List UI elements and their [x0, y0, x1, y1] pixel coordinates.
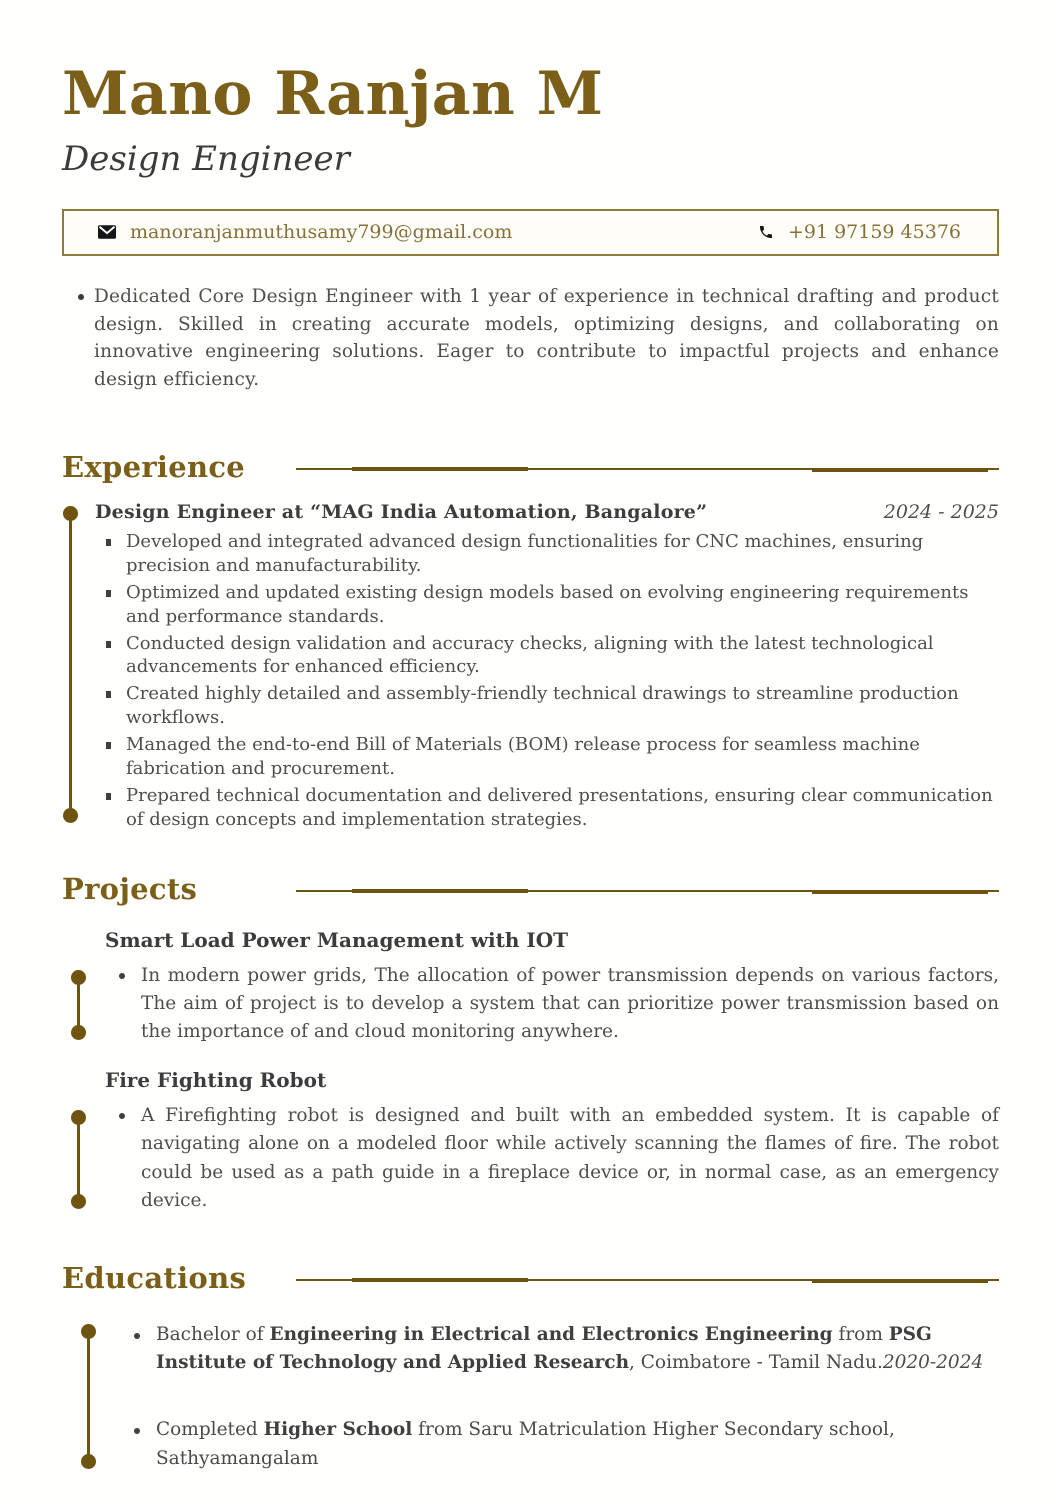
timeline-line — [77, 983, 80, 1027]
experience-entry — [62, 501, 999, 832]
square-bullet-marker — [106, 742, 111, 749]
project-title: Fire Fighting Robot — [105, 1068, 327, 1093]
project-title: Smart Load Power Management with IOT — [105, 928, 569, 953]
experience-heading: Experience — [62, 449, 246, 484]
contact-bar — [62, 209, 999, 256]
education-header — [62, 1261, 999, 1295]
email-item[interactable] — [98, 221, 512, 243]
square-bullet-marker — [106, 691, 111, 698]
projects-heading: Projects — [62, 872, 198, 907]
education-row — [80, 1321, 999, 1474]
project-description-bullet — [108, 1102, 999, 1214]
section-rule — [296, 887, 999, 895]
section-rule — [296, 1276, 999, 1284]
header — [62, 59, 999, 179]
project-description: A Firefighting robot is designed and built with an embedded system. It is capable of navigating alone on a modeled floor while actively scanning the flames of fire. The robot could be used as a path guide in a fireplace device or, in normal case, as an emergency device. — [141, 1105, 999, 1211]
experience-bullet: Conducted design validation and accuracy checks, aligning with the latest technological advancements for enhanced efficiency. — [95, 632, 999, 680]
timeline-line — [69, 519, 72, 810]
round-bullet-marker — [134, 1333, 140, 1339]
square-bullet-marker — [106, 539, 111, 546]
round-bullet-marker — [119, 1113, 125, 1119]
square-bullet-marker — [106, 590, 111, 597]
summary-text: Dedicated Core Design Engineer with 1 year of experience in technical drafting and product design. Skilled in creating accurate models, optimizing designs, and collaborating on innovative engineering solutions. Eager to contribute to impactful projects and enhance design efficiency. — [94, 285, 999, 391]
experience-header — [62, 450, 999, 484]
project-entry — [62, 928, 999, 1046]
experience-bullet: Optimized and updated existing design models based on evolving engineering requirements and performance standards. — [95, 581, 999, 629]
bullet-marker — [78, 294, 84, 300]
project-row — [62, 1102, 999, 1214]
project-row — [62, 962, 999, 1046]
education-entry: Completed Higher School from Saru Matriculation Higher Secondary school, Sathyamangalam — [126, 1416, 999, 1473]
experience-bullet: Managed the end-to-end Bill of Materials (BOM) release process for seamless machine fabrication and procurement. — [95, 733, 999, 781]
phone-item[interactable] — [758, 221, 961, 243]
project-description-bullet — [108, 962, 999, 1046]
education-section — [62, 1261, 999, 1474]
experience-bullet: Prepared technical documentation and delivered presentations, ensuring clear communication of design concepts and implementation strategies. — [95, 784, 999, 832]
experience-bullet: Created highly detailed and assembly-friendly technical drawings to streamline production workflows. — [95, 682, 999, 730]
experience-entry-body — [95, 501, 999, 832]
person-name: Mano Ranjan M — [62, 59, 604, 129]
experience-bullet-list — [95, 530, 999, 832]
experience-bullet: Developed and integrated advanced design functionalities for CNC machines, ensuring precision and manufacturability. — [95, 530, 999, 578]
round-bullet-marker — [134, 1428, 140, 1434]
section-rule — [296, 465, 999, 473]
timeline-rail — [70, 970, 86, 1040]
square-bullet-marker — [106, 641, 111, 648]
education-items — [126, 1321, 999, 1474]
timeline-dot — [81, 1454, 96, 1469]
envelope-icon — [98, 225, 116, 239]
round-bullet-marker — [119, 973, 125, 979]
phone-text: +91 97159 45376 — [787, 221, 961, 244]
phone-icon — [758, 224, 774, 240]
experience-entry-header — [95, 501, 999, 523]
timeline-rail — [62, 506, 78, 823]
project-entry — [62, 1068, 999, 1214]
project-description: In modern power grids, The allocation of power transmission depends on various factors, The aim of project is to develop a system that can prioritize power transmission based on the importance of and cloud monitoring anywhere. — [141, 965, 999, 1043]
projects-section — [62, 872, 999, 1215]
summary — [62, 283, 999, 394]
experience-section — [62, 450, 999, 832]
experience-entry-title: Design Engineer at “MAG India Automation, Bangalore” — [95, 500, 708, 523]
timeline-line — [77, 1123, 80, 1195]
experience-entry-period: 2024 - 2025 — [883, 500, 999, 523]
square-bullet-marker — [106, 793, 111, 800]
timeline-dot — [63, 808, 78, 823]
timeline-rail — [80, 1324, 96, 1469]
timeline-dot — [71, 1194, 86, 1209]
education-heading: Educations — [62, 1260, 247, 1295]
timeline-rail — [70, 1110, 86, 1208]
projects-header — [62, 872, 999, 906]
job-title: Design Engineer — [62, 138, 350, 179]
timeline-dot — [71, 1025, 86, 1040]
email-text: manoranjanmuthusamy799@gmail.com — [130, 221, 513, 244]
timeline-line — [87, 1337, 90, 1456]
education-entry: Bachelor of Engineering in Electrical and Electronics Engineering from PSG Institute of Technology and Applied Research, Coimbatore - Tamil Nadu.2020-2024 — [126, 1321, 999, 1378]
